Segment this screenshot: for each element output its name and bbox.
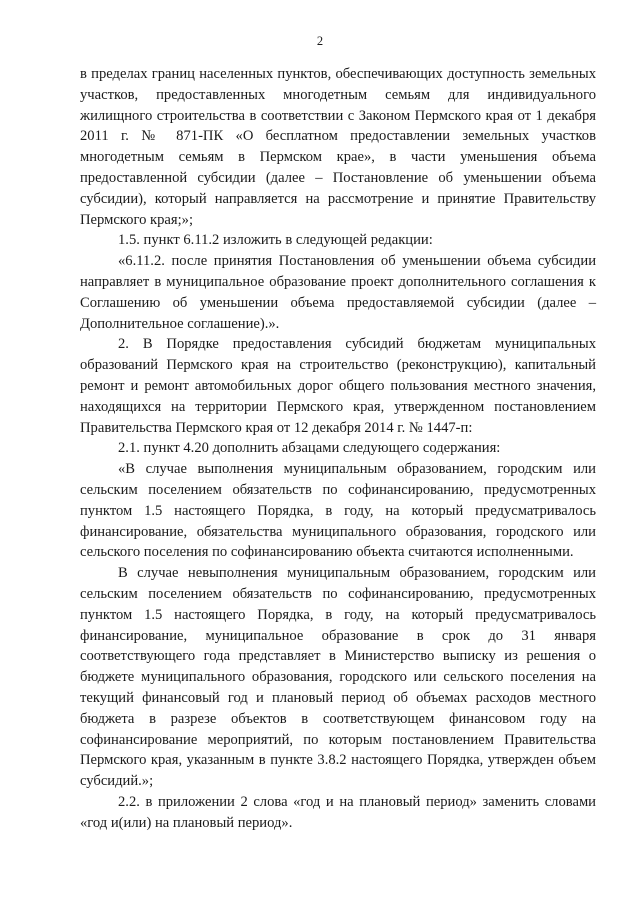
paragraph-item-2-1: 2.1. пункт 4.20 дополнить абзацами следующего содержания: — [118, 440, 501, 457]
paragraph-quoted-nonfulfillment: В случае невыполнения муниципальным образованием, городским или сельским поселением обязательств по софинансированию, предусмотренных пунктом 1.5 настоящего Порядка, в году, на который предусматривалось финансирование, муниципальное образование в срок до 31 января соответствующего года представляет в Министерство выписку из решения о бюджете муниципального образования, городского или сельского поселения на текущий финансовый год и плановый период об объемах расходов местного бюджета в разрезе объектов в соответствующем финансовом году на софинансирование мероприятий, по которым постановлением Правительства Пермского края, указанным в пункте 3.8.2 настоящего Порядка, утвержден объем субсидий.»; — [80, 565, 596, 790]
paragraph-quoted-fulfillment: «В случае выполнения муниципальным образованием, городским или сельским поселением обязательств по софинансированию, предусмотренных пунктом 1.5 настоящего Порядка, в году, на который предусматривалось финансирование, обязательства муниципального образования, городского или сельского поселения по софинансированию объекта считаются исполненными. — [80, 461, 596, 561]
paragraph-item-2: 2. В Порядке предоставления субсидий бюджетам муниципальных образований Пермского края на строительство (реконструкцию), капитальный ремонт и ремонт автомобильных дорог общего пользования местного значения, находящихся на территории Пермского края, утвержденном постановлением Правительства Пермского края от 12 декабря 2014 г. № 1447-п: — [80, 336, 596, 436]
paragraph-item-2-2: 2.2. в приложении 2 слова «год и на плановый период» заменить словами «год и(или) на плановый период». — [80, 793, 596, 831]
paragraph-item-6-11-2: «6.11.2. после принятия Постановления об уменьшении объема субсидии направляет в муниципальное образование проект дополнительного соглашения к Соглашению об уменьшении объема предоставляемой субсидии (далее – Дополнительное соглашение).». — [80, 253, 596, 332]
paragraph-item-1-5: 1.5. пункт 6.11.2 изложить в следующей редакции: — [118, 232, 433, 249]
document-body — [80, 64, 596, 833]
page-number: 2 — [316, 34, 324, 48]
paragraph-continuation: в пределах границ населенных пунктов, обеспечивающих доступность земельных участков, предоставленных многодетным семьям для индивидуального жилищного строительства в соответствии с Законом Пермского края от 1 декабря 2011 г. № 871-ПК «О бесплатном предоставлении земельных участков многодетным семьям в Пермском крае», в части уменьшения объема предоставленной субсидии (далее – Постановление об уменьшении объема субсидии), который направляется на рассмотрение и принятие Правительству Пермского края;»; — [80, 66, 596, 228]
